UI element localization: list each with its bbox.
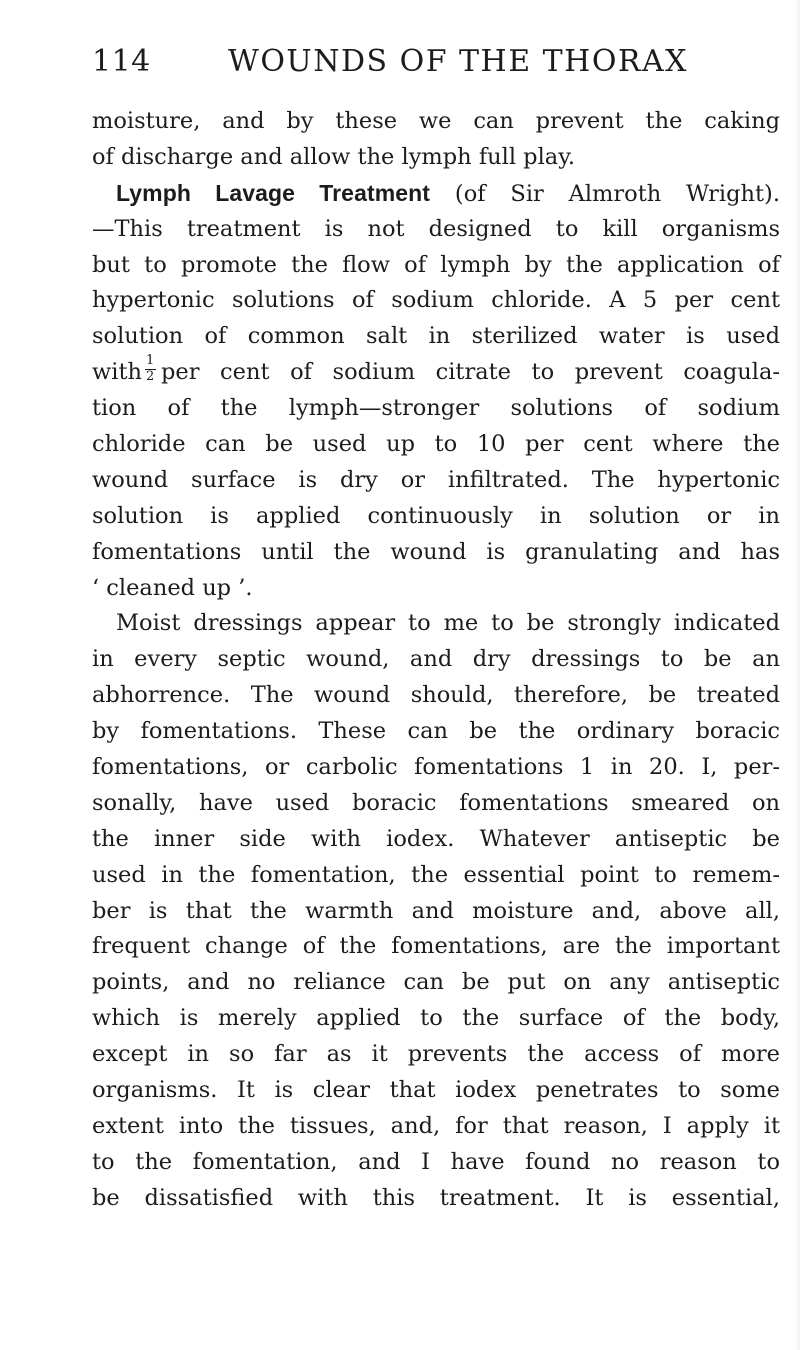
text-fragment: per cent of sodium citrate to prevent coagula-: [161, 359, 780, 386]
text-line: abhorrence. The wound should, therefore, be treated: [92, 682, 780, 709]
text-line: but to promote the flow of lymph by the application of: [92, 251, 780, 278]
text-line: [92, 176, 780, 212]
text-line: of discharge and allow the lymph full play.: [92, 143, 576, 170]
text-line: moisture, and by these we can prevent the caking: [92, 108, 780, 134]
text-line: the inner side with iodex. Whatever antiseptic be: [92, 825, 780, 852]
text-line: solution of common salt in sterilized water is used: [92, 323, 780, 350]
text-line: solution is applied continuously in solution or in: [92, 502, 780, 529]
fraction-one-half: [145, 355, 157, 385]
text-line: fomentations, or carbolic fomentations 1 in 20. I, per-: [92, 754, 780, 781]
body-text: [92, 104, 780, 1217]
text-line: organisms. It is clear that iodex penetrates to some: [92, 1077, 780, 1104]
text-line: frequent change of the fomentations, are the important: [92, 933, 780, 960]
text-line: in every septic wound, and dry dressings to be an: [92, 646, 780, 673]
text-line: extent into the tissues, and, for that reason, I apply it: [92, 1112, 780, 1139]
text-line: ber is that the warmth and moisture and, above all,: [92, 897, 780, 924]
text-line: fomentations until the wound is granulating and has: [92, 538, 780, 565]
text-line: Moist dressings appear to me to be strongly indicated: [116, 610, 780, 637]
running-head: WOUNDS OF THE THORAX: [228, 44, 689, 79]
text-line: to the fomentation, and I have found no reason to: [92, 1148, 780, 1175]
page-edge-shadow: [794, 0, 800, 1350]
text-fragment: with: [92, 359, 142, 386]
text-line: hypertonic solutions of sodium chloride. A 5 per cent: [92, 287, 780, 314]
section-heading: Lymph Lavage Treatment: [116, 179, 431, 206]
text-line: —This treatment is not designed to kill organisms: [92, 215, 780, 242]
page-header: [92, 44, 782, 92]
page-number: 114: [92, 44, 151, 79]
text-line: used in the fomentation, the essential point to remem-: [92, 861, 780, 888]
text-line: which is merely applied to the surface of the body,: [92, 1005, 780, 1032]
text-line: except in so far as it prevents the access of more: [92, 1041, 780, 1068]
fraction-denominator: 2: [146, 369, 155, 385]
text-line: be dissatisfied with this treatment. It is essential,: [92, 1184, 780, 1211]
text-line: [92, 355, 780, 391]
text-line: wound surface is dry or infiltrated. The hypertonic: [92, 466, 780, 493]
text-line: ‘ cleaned up ’.: [92, 574, 253, 601]
text-line: sonally, have used boracic fomentations smeared on: [92, 789, 780, 816]
text-line: chloride can be used up to 10 per cent where the: [92, 431, 780, 458]
text-line: points, and no reliance can be put on any antiseptic: [92, 969, 780, 996]
text-line: by fomentations. These can be the ordinary boracic: [92, 718, 780, 745]
fraction-numerator: 1: [146, 353, 155, 369]
text-line: tion of the lymph—stronger solutions of sodium: [92, 395, 780, 422]
heading-attribution: (of Sir Almroth Wright).: [454, 180, 780, 207]
